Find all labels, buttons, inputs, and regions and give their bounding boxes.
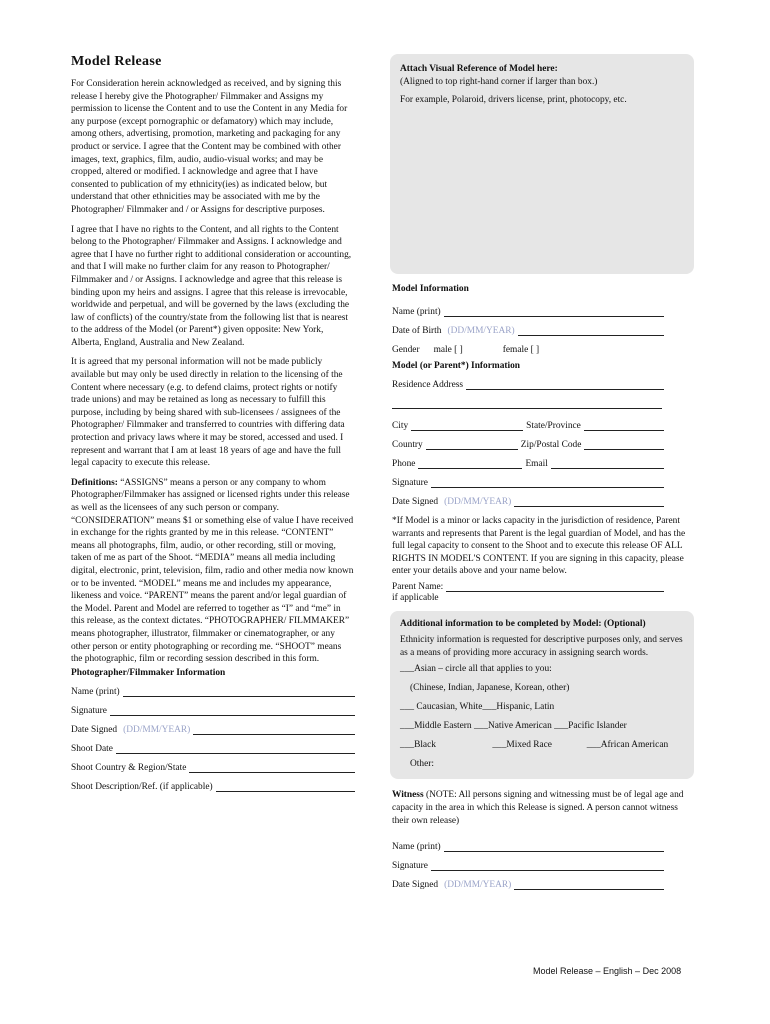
ethnicity-black-row [400, 739, 684, 752]
email-line[interactable] [551, 458, 664, 469]
ethnicity-caucasian-hispanic[interactable]: ___ Caucasian, White___Hispanic, Latin [400, 702, 555, 713]
model-date-label: Date Signed [392, 497, 439, 507]
ethnicity-middle-eastern-row[interactable]: ___Middle Eastern ___Native American ___Pacific Islander [400, 721, 627, 732]
gender-label: Gender [392, 345, 420, 355]
country-label: Country [392, 440, 423, 450]
model-date-line[interactable] [514, 496, 664, 507]
ethnicity-asian-list: (Chinese, Indian, Japanese, Korean, other) [410, 683, 570, 694]
witness-label: Witness [392, 790, 424, 801]
shoot-country-label: Shoot Country & Region/State [71, 762, 187, 773]
gender-female-checkbox[interactable]: female [ ] [502, 345, 540, 355]
release-text-column [71, 54, 355, 792]
dob-label: Date of Birth [392, 326, 442, 336]
city-state-row [392, 412, 664, 431]
witness-name-label: Name (print) [392, 842, 441, 853]
photographer-signature-line[interactable] [110, 705, 355, 716]
minor-note: *If Model is a minor or lacks capacity in the jurisdiction of residence, Parent warrants and represents that Parent is the legal guardian of Model, and has the full legal capacity to consent to the Shoot and to execute this release OF ALL RIGHTS IN MODEL'S CONTENT. If you are signing in this capacity, please enter your details above and your name below. [392, 516, 686, 577]
phone-email-row [392, 450, 664, 469]
photographer-name-field[interactable] [71, 678, 355, 697]
gender-field [392, 336, 694, 355]
parent-name-line[interactable] [446, 581, 664, 592]
model-info-heading: Model Information [392, 284, 469, 294]
ethnicity-black[interactable]: ___Black [400, 740, 436, 751]
page-title: Model Release [71, 54, 162, 69]
model-signature-field[interactable] [392, 469, 664, 488]
model-name-label: Name (print) [392, 307, 441, 317]
photographer-signature-field[interactable] [71, 697, 355, 716]
shoot-description-field[interactable] [71, 773, 355, 792]
dob-field[interactable] [392, 317, 664, 336]
photographer-date-hint: (DD/MM/YEAR) [123, 724, 191, 735]
consideration-paragraph: For Consideration herein acknowledged as received, and by signing this release I hereby give the Photographer/ Filmmaker and Assigns my permission to license the Content and to use the Content in any Media for any purpose (except pornographic or defamatory) which may include, among others, advertising, promotion, marketing and packaging for any product or service. I agree that the Content may be combined with other images, text, graphics, film, audio, audio-visual works; and may be cropped, altered or modified. I acknowledge and agree that I have consented to publication of my ethnicity(ies) as indicated below, but understand that other ethnicities may be associated with me by the Photographer/ Filmmaker and / or Assigns for descriptive purposes. [71, 79, 348, 215]
model-name-line[interactable] [444, 306, 664, 317]
city-label: City [392, 421, 409, 431]
shoot-date-field[interactable] [71, 735, 355, 754]
state-line[interactable] [584, 420, 664, 431]
if-applicable-text: if applicable [392, 592, 439, 603]
witness-signature-field[interactable] [392, 852, 664, 871]
ethnicity-description: Ethnicity information is requested for descriptive purposes only, and serves as a means of providing more accuracy in assigning search words. [400, 635, 683, 658]
definitions-label: Definitions: [71, 477, 118, 488]
state-label: State/Province [526, 421, 581, 431]
definitions-text: “ASSIGNS” means a person or any company to whom Photographer/Filmmaker has assigned or licensed rights under this release as well as the licensees of any such person or company. “CONSIDERATION” means $1 or something else of value I have received in exchange for the rights granted by me in this release. “CONTENT” means all photographs, film, audio, or other recording, still or moving, taken of me as part of the Shoot. “MEDIA” means all media including digital, electronic, print, television, film, radio and other media now known or to be invented. “MODEL” means me and includes my appearance, likeness and voice. “PARENT” means the parent and/or legal guardian of the Model. Parent and Model are referred to together as “I” and “me” in this release, as the context dictates. “PHOTOGRAPHER/ FILMMAKER” means photographer, illustrator, filmmaker or cinematographer, or any other person or entity photographing or recording me. “SHOOT” means the photographic, film or recording session described in this form. [71, 477, 354, 665]
model-signature-label: Signature [392, 478, 428, 488]
photographer-date-line[interactable] [193, 724, 355, 735]
country-zip-row [392, 431, 664, 450]
ethnicity-heading: Additional information to be completed by Model: (Optional) [400, 618, 646, 629]
country-line[interactable] [426, 439, 518, 450]
shoot-country-field[interactable] [71, 754, 355, 773]
witness-signature-line[interactable] [431, 860, 664, 871]
witness-date-label: Date Signed [392, 880, 439, 891]
parent-name-label: Parent Name: [392, 581, 444, 592]
model-info-column [390, 54, 694, 890]
email-label: Email [525, 459, 548, 469]
photographer-date-label: Date Signed [71, 724, 118, 735]
witness-note-text: (NOTE: All persons signing and witnessing must be of legal age and capacity in the area in which this Release is signed. A person cannot witness their own release) [392, 790, 684, 826]
dob-line[interactable] [518, 325, 664, 336]
zip-line[interactable] [584, 439, 664, 450]
ethnicity-other[interactable]: Other: [410, 759, 434, 770]
address-label: Residence Address [392, 380, 464, 390]
witness-date-line[interactable] [514, 879, 664, 890]
phone-label: Phone [392, 459, 416, 469]
model-date-field[interactable] [392, 488, 664, 507]
photographer-date-field[interactable] [71, 716, 355, 735]
page-footer: Model Release – English – Dec 2008 [533, 966, 682, 976]
parent-info-heading: Model (or Parent*) Information [392, 361, 521, 371]
ethnicity-box [390, 611, 694, 780]
gender-male-checkbox[interactable]: male [ ] [433, 345, 463, 355]
privacy-paragraph: It is agreed that my personal information will not be made publicly available but may only be used directly in relation to the licensing of the Content where necessary (e.g. to defend claims, protect rights or notify trade unions) and may be retained as long as necessary to fulfill this purpose, including by being shared with sub-licensees / assignees of the Photographer/ Filmmaker and transferred to countries with differing data protection and privacy laws where it may be stored, accessed and used. I represent and warrant that I am at least 18 years of age and have the full legal capacity to execute this release. [71, 357, 345, 469]
address-line-2[interactable] [392, 390, 662, 409]
ethnicity-mixed[interactable]: ___Mixed Race [492, 740, 552, 751]
city-line[interactable] [411, 420, 523, 431]
photographer-name-line[interactable] [123, 686, 355, 697]
definitions-paragraph [71, 477, 355, 666]
witness-note [392, 789, 694, 827]
ethnicity-asian[interactable]: ___Asian – circle all that applies to you: [400, 664, 552, 675]
shoot-date-line[interactable] [116, 743, 355, 754]
address-line[interactable] [466, 379, 664, 390]
witness-section [390, 789, 694, 890]
phone-line[interactable] [418, 458, 522, 469]
address-field[interactable] [392, 371, 664, 390]
witness-name-line[interactable] [444, 841, 664, 852]
witness-date-hint: (DD/MM/YEAR) [444, 880, 512, 891]
model-name-field[interactable] [392, 298, 664, 317]
parent-name-field[interactable] [392, 578, 664, 592]
photographer-name-label: Name (print) [71, 686, 120, 697]
visual-reference-box[interactable] [390, 54, 694, 274]
witness-date-field[interactable] [392, 871, 664, 890]
rights-paragraph: I agree that I have no rights to the Content, and all rights to the Content belong to the Photographer/ Filmmaker and Assigns. I acknowledge and agree that I have no further right to additional consideration or accounting, and that I will make no further claim for any reason to Photographer/ Filmmaker and / or Assigns. I acknowledge and agree that this release is binding upon my heirs and assigns. I agree that this release is irrevocable, worldwide and perpetual, and will be governed by the laws (excluding the law of conflicts) of the country/state from the following list that is nearest to the address of the Model (or Parent*) given opposite: New York, Alberta, England, Australia and New Zealand. [71, 224, 352, 348]
photographer-heading: Photographer/Filmmaker Information [71, 667, 226, 678]
visual-reference-example: For example, Polaroid, drivers license, print, photocopy, etc. [400, 95, 627, 106]
visual-reference-title: Attach Visual Reference of Model here: [400, 64, 558, 74]
visual-reference-subtitle: (Aligned to top right-hand corner if larger than box.) [400, 76, 598, 87]
witness-name-field[interactable] [392, 833, 664, 852]
shoot-date-label: Shoot Date [71, 743, 113, 754]
photographer-signature-label: Signature [71, 705, 107, 716]
shoot-description-line[interactable] [216, 781, 355, 792]
ethnicity-african-american[interactable]: ___African American [586, 740, 669, 751]
model-info-section [390, 284, 694, 605]
witness-signature-label: Signature [392, 861, 428, 872]
dob-hint: (DD/MM/YEAR) [447, 326, 515, 336]
zip-label: Zip/Postal Code [520, 440, 582, 450]
model-date-hint: (DD/MM/YEAR) [444, 497, 512, 507]
model-signature-line[interactable] [431, 477, 664, 488]
shoot-description-label: Shoot Description/Ref. (if applicable) [71, 781, 213, 792]
shoot-country-line[interactable] [189, 762, 355, 773]
